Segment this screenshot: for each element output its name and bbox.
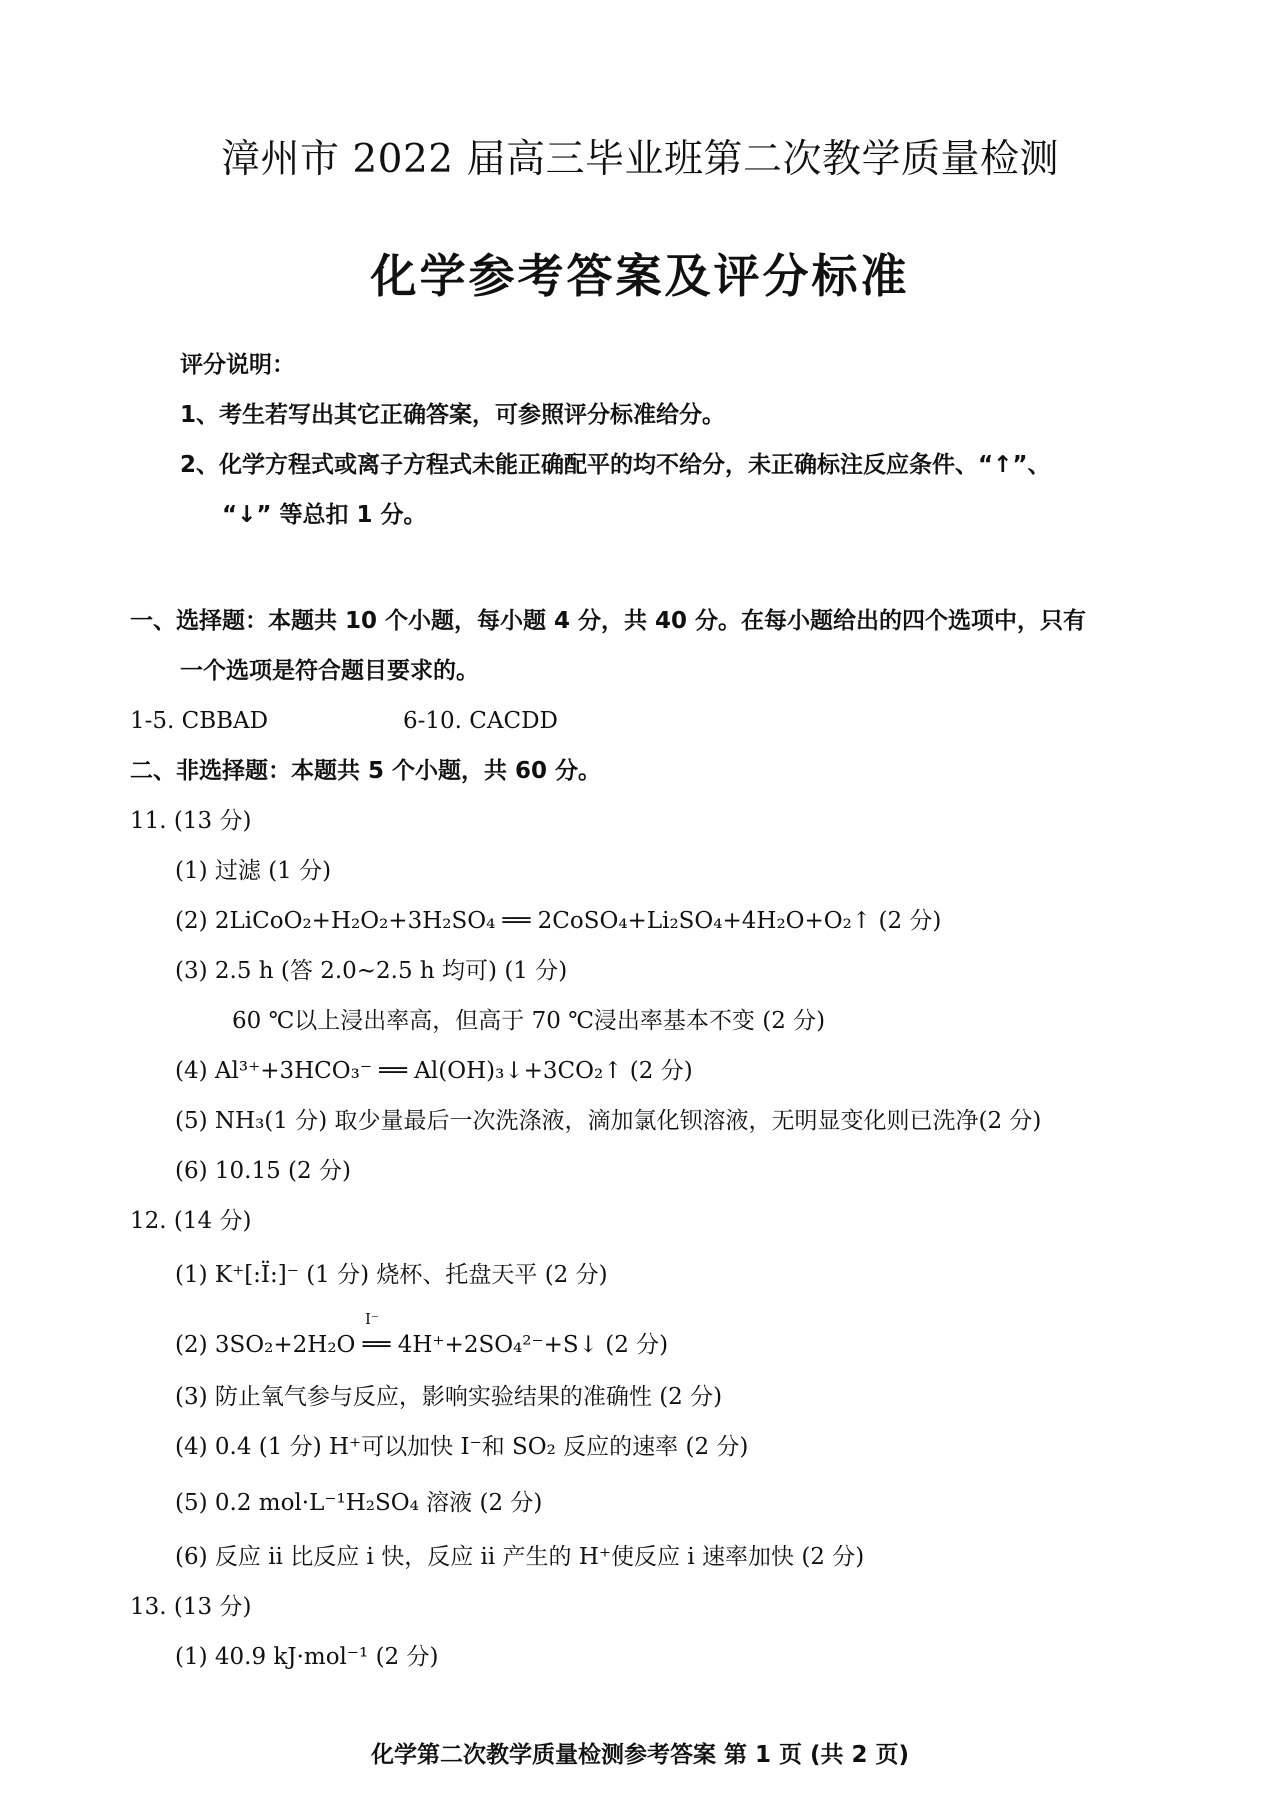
q12-answer-1: (1) K⁺[:Ï:]⁻ (1 分) 烧杯、托盘天平 (2 分) [175, 1262, 608, 1288]
section1-heading-cont: 一个选项是符合题目要求的。 [180, 658, 479, 684]
q12-reaction-condition: I⁻ [365, 1310, 379, 1328]
q12-title: 12. (14 分) [130, 1208, 252, 1234]
q11-answer-3: (3) 2.5 h (答 2.0~2.5 h 均可) (1 分) [175, 958, 568, 984]
q11-answer-5: (5) NH₃(1 分) 取少量最后一次洗涤液，滴加氯化钡溶液，无明显变化则已洗净(2 分) [175, 1108, 1042, 1134]
document-title: 漳州市 2022 届高三毕业班第二次教学质量检测 [220, 137, 1060, 182]
q11-answer-4: (4) Al³⁺+3HCO₃⁻ ══ Al(OH)₃↓+3CO₂↑ (2 分) [175, 1058, 693, 1084]
section1-answers-1-5: 1-5. CBBAD [130, 708, 269, 734]
page-footer: 化学第二次教学质量检测参考答案 第 1 页 (共 2 页) [370, 1742, 910, 1768]
section1-heading: 一、选择题：本题共 10 个小题，每小题 4 分，共 40 分。在每小题给出的四个选项中，只有 [130, 608, 1087, 634]
q12-answer-6: (6) 反应 ii 比反应 i 快，反应 ii 产生的 H⁺使反应 i 速率加快 (2 分) [175, 1544, 865, 1570]
q12-answer-4: (4) 0.4 (1 分) H⁺可以加快 I⁻和 SO₂ 反应的速率 (2 分) [175, 1434, 749, 1460]
q11-answer-6: (6) 10.15 (2 分) [175, 1158, 351, 1184]
q11-answer-1: (1) 过滤 (1 分) [175, 858, 332, 884]
instruction-item-2-cont: “↓” 等总扣 1 分。 [222, 502, 427, 528]
q11-answer-3b: 60 ℃以上浸出率高，但高于 70 ℃浸出率基本不变 (2 分) [232, 1008, 826, 1034]
document-subtitle: 化学参考答案及评分标准 [370, 249, 910, 303]
q12-answer-3: (3) 防止氧气参与反应，影响实验结果的准确性 (2 分) [175, 1384, 723, 1410]
q13-title: 13. (13 分) [130, 1594, 252, 1620]
q12-answer-5: (5) 0.2 mol·L⁻¹H₂SO₄ 溶液 (2 分) [175, 1490, 543, 1516]
instruction-item-2: 2、化学方程式或离子方程式未能正确配平的均不给分，未正确标注反应条件、“↑”、 [180, 452, 1051, 478]
q11-title: 11. (13 分) [130, 808, 252, 834]
instruction-item-1: 1、考生若写出其它正确答案，可参照评分标准给分。 [180, 402, 726, 428]
q12-answer-2: (2) 3SO₂+2H₂O ══ 4H⁺+2SO₄²⁻+S↓ (2 分) [175, 1332, 669, 1358]
section1-answers-6-10: 6-10. CACDD [403, 708, 558, 734]
q11-answer-2: (2) 2LiCoO₂+H₂O₂+3H₂SO₄ ══ 2CoSO₄+Li₂SO₄+4H₂O+O₂↑ (2 分) [175, 908, 942, 934]
section2-heading: 二、非选择题：本题共 5 个小题，共 60 分。 [130, 758, 602, 784]
instructions-heading: 评分说明： [180, 352, 295, 378]
q13-answer-1: (1) 40.9 kJ·mol⁻¹ (2 分) [175, 1644, 439, 1670]
